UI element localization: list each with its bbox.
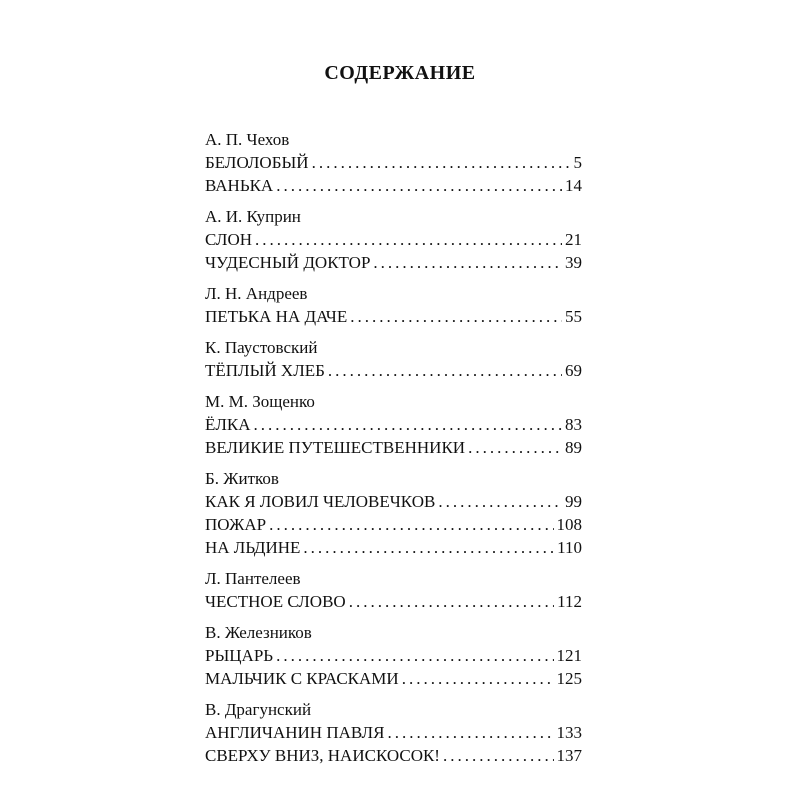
entry-title: РЫЦАРЬ bbox=[205, 646, 274, 665]
toc-section bbox=[205, 698, 582, 767]
toc-section bbox=[205, 567, 582, 613]
page-number: 133 bbox=[556, 723, 582, 742]
toc-entry bbox=[205, 590, 582, 613]
entry-title: СЛОН bbox=[205, 230, 252, 249]
toc-section bbox=[205, 336, 582, 382]
author-name: А. И. Куприн bbox=[205, 207, 301, 226]
entry-title: ЧУДЕСНЫЙ ДОКТОР bbox=[205, 253, 371, 272]
entry-title: ПЕТЬКА НА ДАЧЕ bbox=[205, 307, 348, 326]
toc-entry bbox=[205, 151, 582, 174]
dot-leader bbox=[350, 305, 562, 328]
entry-title: АНГЛИЧАНИН ПАВЛЯ bbox=[205, 723, 385, 742]
entry-title: ВЕЛИКИЕ ПУТЕШЕСТВЕННИКИ bbox=[205, 438, 466, 457]
entry-title: НА ЛЬДИНЕ bbox=[205, 538, 301, 557]
toc-entry bbox=[205, 490, 582, 513]
entry-title: КАК Я ЛОВИЛ ЧЕЛОВЕЧКОВ bbox=[205, 492, 436, 511]
toc-entry bbox=[205, 721, 582, 744]
dot-leader bbox=[387, 721, 553, 744]
toc-entry bbox=[205, 305, 582, 328]
author-name: В. Железников bbox=[205, 623, 312, 642]
toc-entry bbox=[205, 359, 582, 382]
dot-leader bbox=[373, 251, 562, 274]
toc-entry bbox=[205, 667, 582, 690]
author-name: А. П. Чехов bbox=[205, 130, 290, 149]
toc-section bbox=[205, 467, 582, 559]
author-name: Б. Житков bbox=[205, 469, 279, 488]
page-number: 5 bbox=[573, 153, 582, 172]
dot-leader bbox=[402, 667, 554, 690]
page-number: 83 bbox=[565, 415, 582, 434]
dot-leader bbox=[255, 228, 562, 251]
toc-section bbox=[205, 205, 582, 274]
page-number: 125 bbox=[556, 669, 582, 688]
toc-entry bbox=[205, 644, 582, 667]
page-number: 108 bbox=[556, 515, 582, 534]
dot-leader bbox=[438, 490, 562, 513]
dot-leader bbox=[328, 359, 562, 382]
toc-entry bbox=[205, 744, 582, 767]
toc-entry bbox=[205, 228, 582, 251]
toc-entry bbox=[205, 513, 582, 536]
dot-leader bbox=[269, 513, 553, 536]
dot-leader bbox=[276, 174, 562, 197]
author-name: Л. Н. Андреев bbox=[205, 284, 308, 303]
page-number: 137 bbox=[556, 746, 582, 765]
page-number: 69 bbox=[565, 361, 582, 380]
dot-leader bbox=[312, 151, 571, 174]
author-name: В. Драгунский bbox=[205, 700, 312, 719]
entry-title: ТЁПЛЫЙ ХЛЕБ bbox=[205, 361, 325, 380]
author-name: Л. Пантелеев bbox=[205, 569, 301, 588]
toc-section bbox=[205, 621, 582, 690]
dot-leader bbox=[468, 436, 562, 459]
toc-entry bbox=[205, 413, 582, 436]
dot-leader bbox=[254, 413, 562, 436]
dot-leader bbox=[276, 644, 553, 667]
entry-title: ЁЛКА bbox=[205, 415, 251, 434]
page-number: 21 bbox=[565, 230, 582, 249]
entry-title: ПОЖАР bbox=[205, 515, 267, 534]
toc-entry bbox=[205, 251, 582, 274]
page-number: 110 bbox=[557, 538, 582, 557]
toc-entry bbox=[205, 174, 582, 197]
entry-title: МАЛЬЧИК С КРАСКАМИ bbox=[205, 669, 399, 688]
page-number: 14 bbox=[565, 176, 582, 195]
dot-leader bbox=[443, 744, 554, 767]
dot-leader bbox=[349, 590, 554, 613]
entry-title: ВАНЬКА bbox=[205, 176, 274, 195]
page-number: 89 bbox=[565, 438, 582, 457]
entry-title: ЧЕСТНОЕ СЛОВО bbox=[205, 592, 346, 611]
entry-title: СВЕРХУ ВНИЗ, НАИСКОСОК! bbox=[205, 746, 440, 765]
author-name: К. Паустовский bbox=[205, 338, 318, 357]
author-name: М. М. Зощенко bbox=[205, 392, 315, 411]
page-number: 39 bbox=[565, 253, 582, 272]
dot-leader bbox=[303, 536, 554, 559]
page-number: 55 bbox=[565, 307, 582, 326]
toc-section bbox=[205, 128, 582, 197]
page-number: 112 bbox=[557, 592, 582, 611]
page-title: СОДЕРЖАНИЕ bbox=[324, 62, 476, 84]
toc-entry bbox=[205, 536, 582, 559]
toc-section bbox=[205, 282, 582, 328]
entry-title: БЕЛОЛОБЫЙ bbox=[205, 153, 309, 172]
table-of-contents bbox=[205, 128, 582, 775]
page-number: 121 bbox=[556, 646, 582, 665]
page-number: 99 bbox=[565, 492, 582, 511]
toc-entry bbox=[205, 436, 582, 459]
toc-section bbox=[205, 390, 582, 459]
